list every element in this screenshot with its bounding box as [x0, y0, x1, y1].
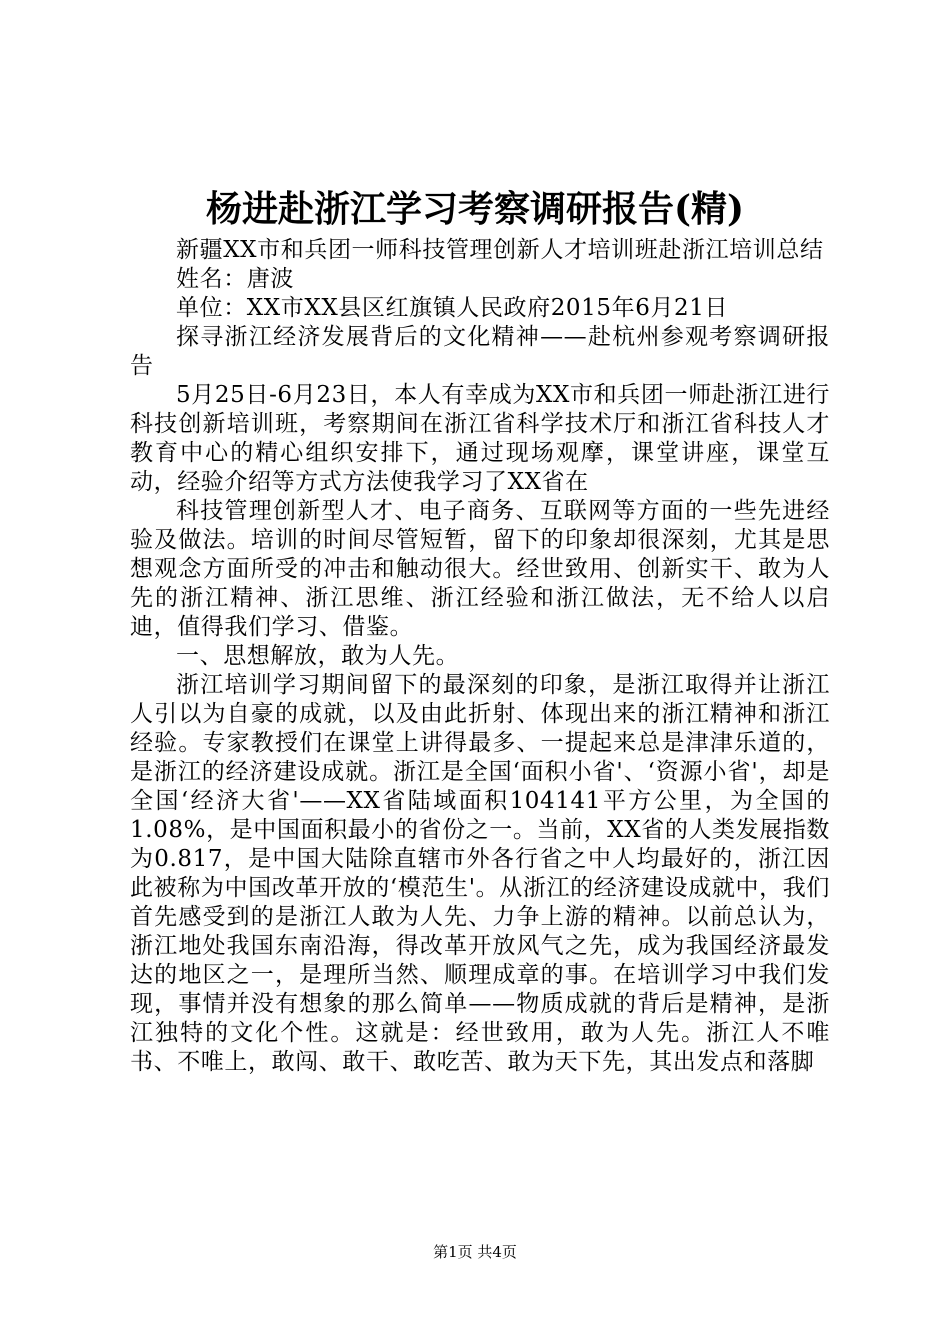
page-number-footer: 第1页 共4页	[433, 1243, 517, 1261]
paragraph-main: 浙江培训学习期间留下的最深刻的印象，是浙江取得并让浙江人引以为自豪的成就，以及由此折射、体现出来的浙江精神和浙江经验。专家教授们在课堂上讲得最多、一提起来总是津津乐道的，是浙江的经济建设成就。浙江是全国‘面积小省'、‘资源小省'，却是全国‘经济大省'——XX省陆域面积104141平方公里，为全国的1.08%，是中国面积最小的省份之一。当前，XX省的人类发展指数为0.817，是中国大陆除直辖市外各行省之中人均最好的，浙江因此被称为中国改革开放的‘模范生'。从浙江的经济建设成就中，我们首先感受到的是浙江人敢为人先、力争上游的精神。以前总认为，浙江地处我国东南沿海，得改革开放风气之先，成为我国经济最发达的地区之一，是理所当然、顺理成章的事。在培训学习中我们发现，事情并没有想象的那么简单——物质成就的背后是精神，是浙江独特的文化个性。这就是：经世致用，敢为人先。浙江人不唯书、不唯上，敢闯、敢干、敢吃苦、敢为天下先，其出发点和落脚	[130, 672, 831, 1075]
paragraph-name: 姓名：唐波	[176, 266, 294, 292]
paragraph-intro: 5月25日-6月23日，本人有幸成为XX市和兵团一师赴浙江进行科技创新培训班，考察期间在浙江省科学技术厅和浙江省科技人才教育中心的精心组织安排下，通过现场观摩，课堂讲座，课堂互动，经验介绍等方式方法使我学习了XX省在	[130, 382, 830, 495]
paragraph-experience: 科技管理创新型人才、电子商务、互联网等方面的一些先进经验及做法。培训的时间尽管短暂，留下的印象却很深刻，尤其是思想观念方面所受的冲击和触动很大。经世致用、创新实干、敢为人先的浙江精神、浙江思维、浙江经验和浙江做法，无不给人以启迪，值得我们学习、借鉴。	[130, 498, 830, 640]
section-heading: 一、思想解放，敢为人先。	[176, 643, 460, 669]
paragraph-unit-date: 单位：XX市XX县区红旗镇人民政府2015年6月21日	[176, 295, 729, 321]
document-title: 杨进赴浙江学习考察调研报告(精)	[205, 188, 745, 230]
paragraph-subtitle: 新疆XX市和兵团一师科技管理创新人才培训班赴浙江培训总结	[176, 237, 824, 263]
paragraph-report-heading: 探寻浙江经济发展背后的文化精神——赴杭州参观考察调研报告	[130, 324, 830, 379]
document-body	[130, 236, 830, 1077]
